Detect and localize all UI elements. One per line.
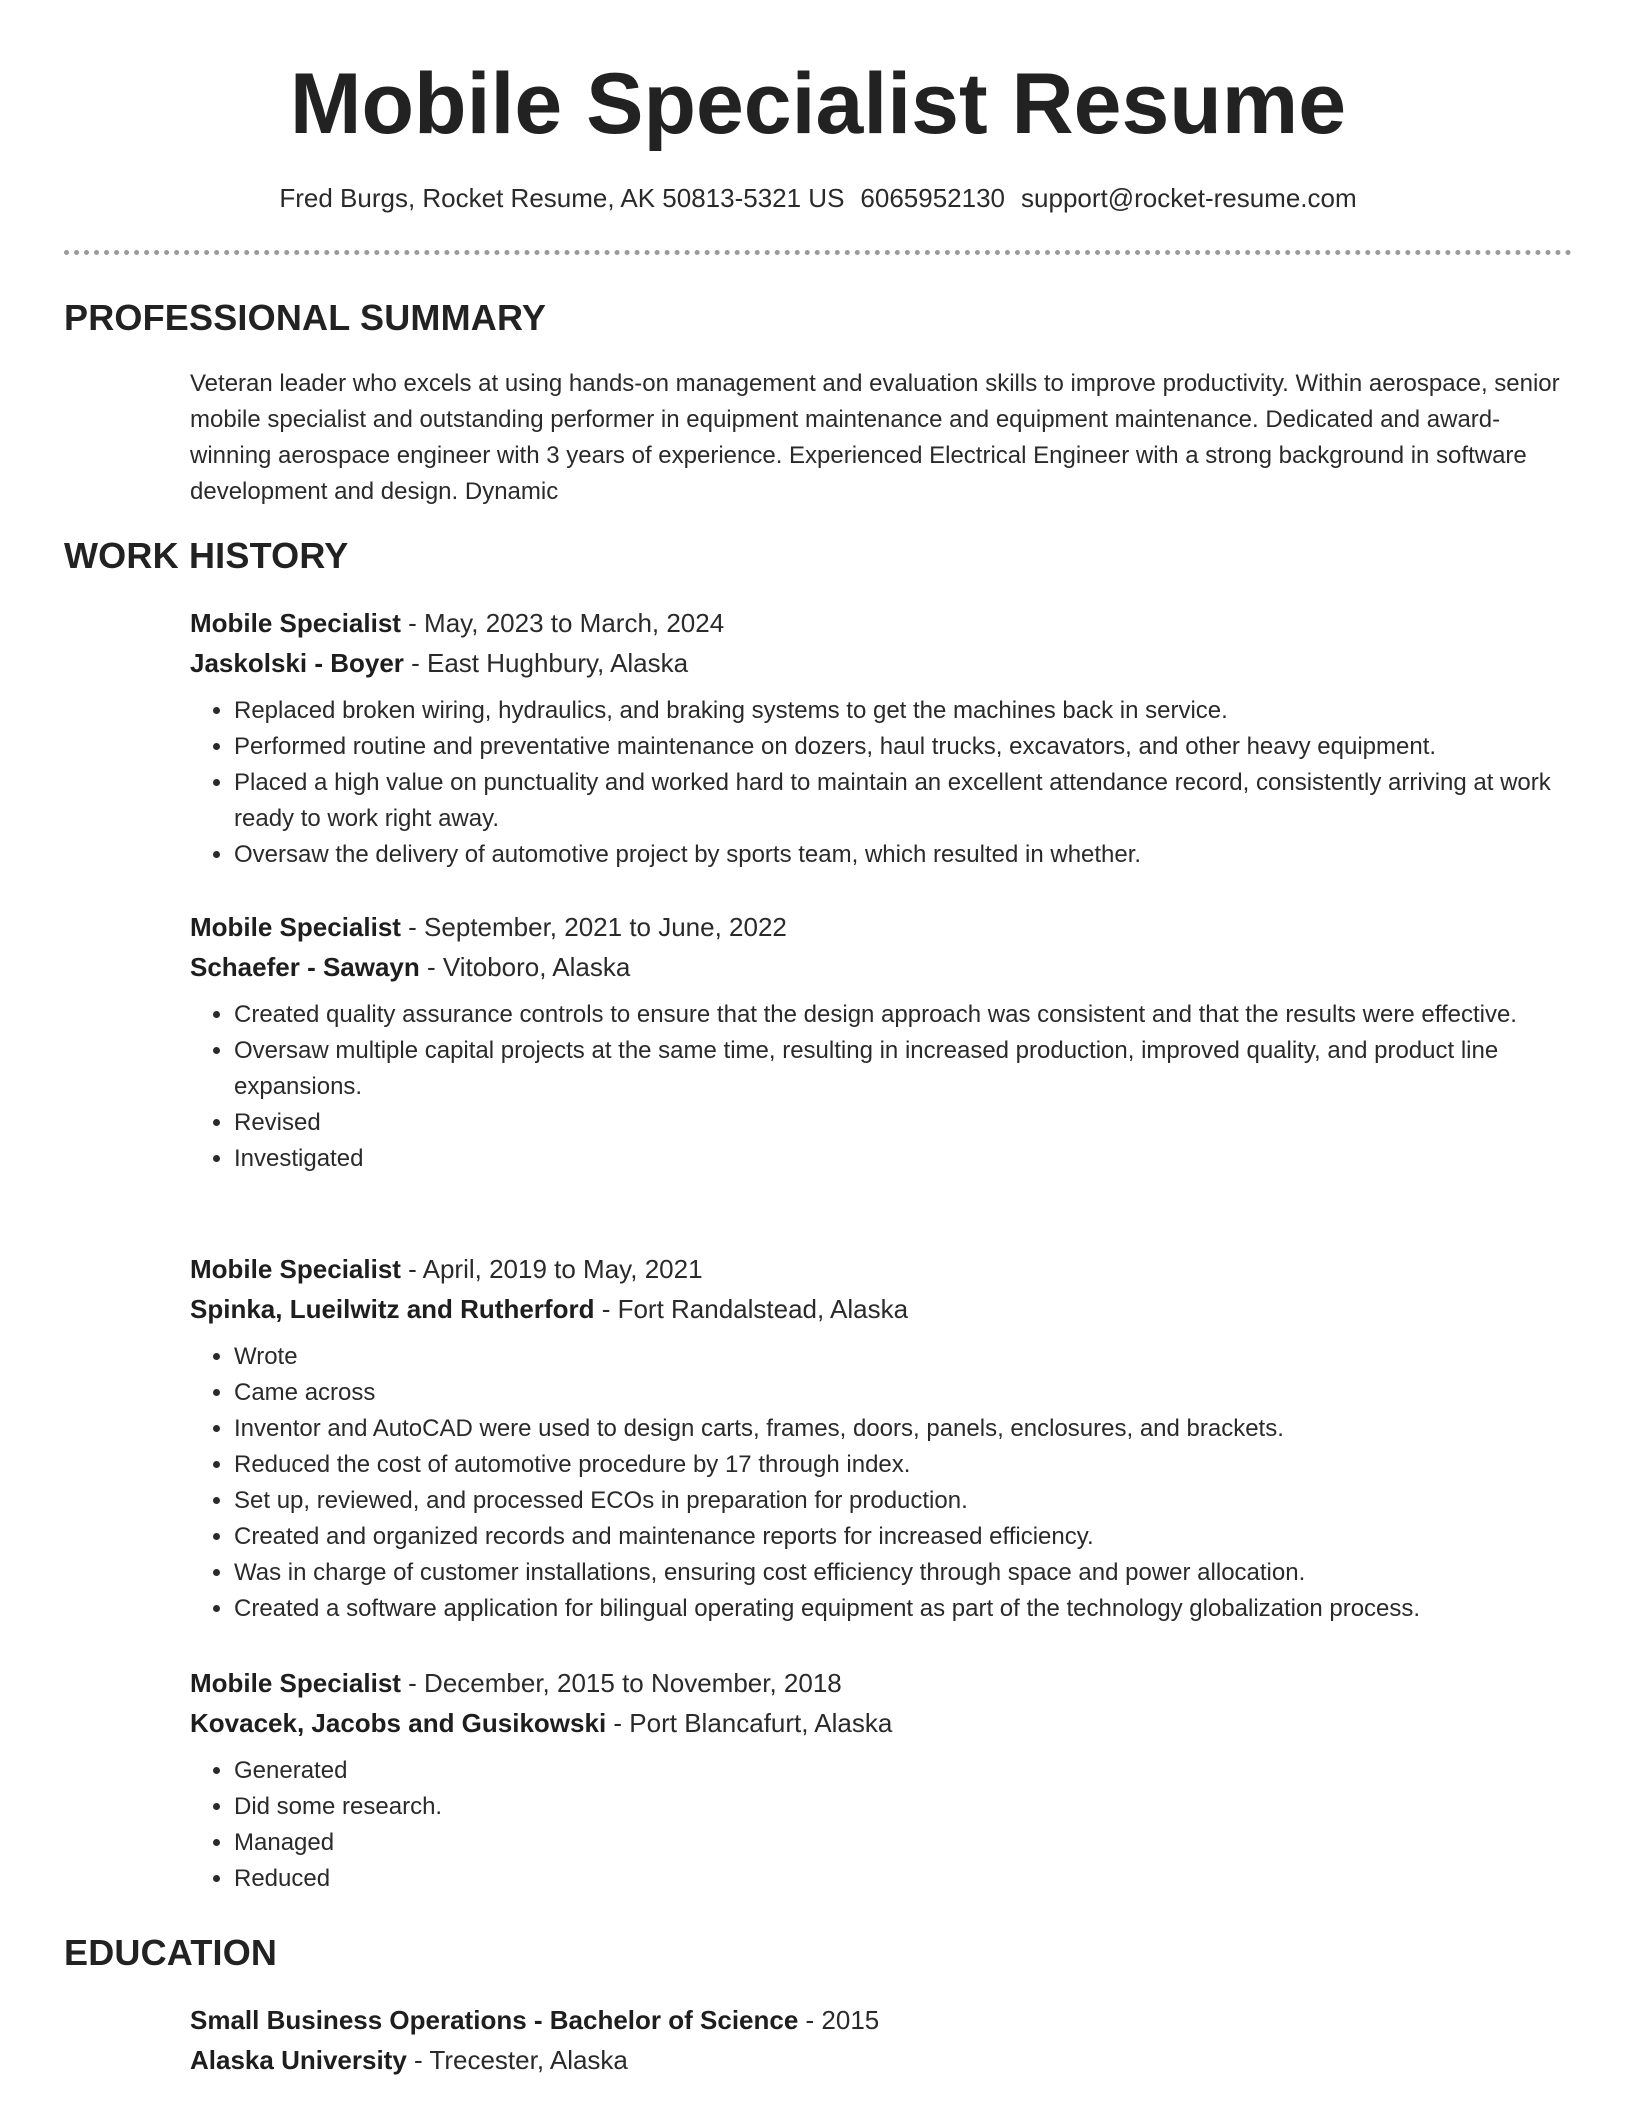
header-divider (64, 250, 1572, 255)
job-dates: - September, 2021 to June, 2022 (400, 912, 787, 942)
job-title: Mobile Specialist (190, 1668, 401, 1698)
degree-line (190, 2000, 1570, 2040)
job-location: - East Hughbury, Alaska (403, 648, 689, 678)
job-bullets (190, 1753, 1570, 1897)
job-entry (190, 1663, 1570, 1897)
summary-section (190, 366, 1570, 510)
job-company-line (190, 643, 1570, 683)
job-company: Schaefer - Sawayn (190, 952, 420, 982)
job-location: - Fort Randalstead, Alaska (594, 1294, 909, 1324)
job-bullet: • Performed routine and preventative maintenance on dozers, haul trucks, excavators, and other heavy equipment. (234, 729, 1570, 765)
job-bullet: • Created a software application for bilingual operating equipment as part of the technology globalization process. (234, 1591, 1570, 1627)
job-entry (190, 1249, 1570, 1627)
school-line (190, 2040, 1570, 2080)
job-bullets (190, 997, 1570, 1177)
job-bullet: • Revised (234, 1105, 1570, 1141)
job-title-line (190, 907, 1570, 947)
summary-heading: PROFESSIONAL SUMMARY (64, 297, 547, 338)
job-title: Mobile Specialist (190, 912, 401, 942)
school-location: - Trecester, Alaska (406, 2045, 628, 2075)
job-dates: - April, 2019 to May, 2021 (400, 1254, 703, 1284)
job-entry (190, 907, 1570, 1177)
job-title-line (190, 1663, 1570, 1703)
job-company: Jaskolski - Boyer (190, 648, 404, 678)
education-heading: EDUCATION (64, 1932, 278, 1973)
degree-title: Small Business Operations - Bachelor of Science (190, 2005, 799, 2035)
job-bullet: • Managed (234, 1825, 1570, 1861)
contact-email: support@rocket-resume.com (1021, 183, 1357, 213)
education-entry (190, 2000, 1570, 2080)
job-company: Kovacek, Jacobs and Gusikowski (190, 1708, 607, 1738)
contact-line (64, 180, 1572, 216)
job-bullet: • Wrote (234, 1339, 1570, 1375)
page-title: Mobile Specialist Resume (289, 56, 1347, 152)
job-title-line (190, 603, 1570, 643)
job-dates: - May, 2023 to March, 2024 (400, 608, 725, 638)
job-bullet: • Reduced the cost of automotive procedure by 17 through index. (234, 1447, 1570, 1483)
job-bullet: • Generated (234, 1753, 1570, 1789)
job-bullets (190, 693, 1570, 873)
job-location: - Vitoboro, Alaska (419, 952, 631, 982)
job-company-line (190, 1703, 1570, 1743)
contact-phone: 6065952130 (860, 183, 1006, 213)
job-title: Mobile Specialist (190, 1254, 401, 1284)
job-bullet: • Came across (234, 1375, 1570, 1411)
job-bullets (190, 1339, 1570, 1627)
job-title: Mobile Specialist (190, 608, 401, 638)
job-bullet: • Reduced (234, 1861, 1570, 1897)
school-name: Alaska University (190, 2045, 407, 2075)
job-dates: - December, 2015 to November, 2018 (400, 1668, 842, 1698)
job-bullet: • Oversaw multiple capital projects at the same time, resulting in increased production, improved quality, and product line expansions. (234, 1033, 1570, 1105)
job-bullet: • Inventor and AutoCAD were used to design carts, frames, doors, panels, enclosures, and brackets. (234, 1411, 1570, 1447)
job-company: Spinka, Lueilwitz and Rutherford (190, 1294, 595, 1324)
job-company-line (190, 1289, 1570, 1329)
job-bullet: • Set up, reviewed, and processed ECOs in preparation for production. (234, 1483, 1570, 1519)
job-bullet: • Did some research. (234, 1789, 1570, 1825)
job-title-line (190, 1249, 1570, 1289)
job-bullet: • Created quality assurance controls to ensure that the design approach was consistent and that the results were effective. (234, 997, 1570, 1033)
job-bullet: • Oversaw the delivery of automotive project by sports team, which resulted in whether. (234, 837, 1570, 873)
summary-text: Veteran leader who excels at using hands-on management and evaluation skills to improve productivity. Within aerospace, senior mobile specialist and outstanding performer in equipment maintenance and equipment maintenance. Dedicated and award-winning aerospace engineer with 3 years of experience. Experienced Electrical Engineer with a strong background in software development and design. Dynamic (190, 370, 1560, 505)
job-bullet: • Replaced broken wiring, hydraulics, and braking systems to get the machines back in service. (234, 693, 1570, 729)
job-company-line (190, 947, 1570, 987)
contact-address: Fred Burgs, Rocket Resume, AK 50813-5321 US (279, 183, 845, 213)
degree-year: - 2015 (798, 2005, 880, 2035)
job-bullet: • Was in charge of customer installations, ensuring cost efficiency through space and power allocation. (234, 1555, 1570, 1591)
job-bullet: • Created and organized records and maintenance reports for increased efficiency. (234, 1519, 1570, 1555)
job-bullet: • Placed a high value on punctuality and worked hard to maintain an excellent attendance record, consistently arriving at work ready to work right away. (234, 765, 1570, 837)
work-history-heading: WORK HISTORY (64, 535, 349, 576)
job-entry (190, 603, 1570, 873)
job-bullet: • Investigated (234, 1141, 1570, 1177)
job-location: - Port Blancafurt, Alaska (606, 1708, 893, 1738)
